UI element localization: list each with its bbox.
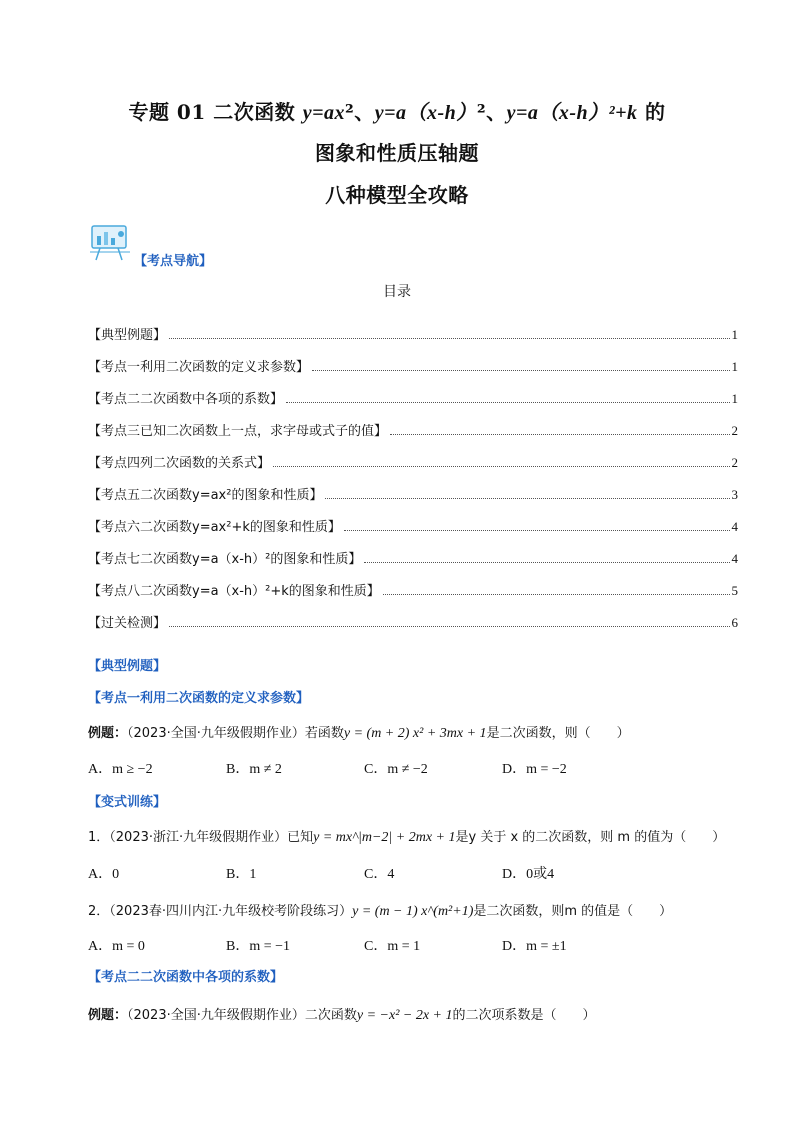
option-b[interactable]: B．1	[226, 867, 257, 882]
option-d[interactable]: D．m = ±1	[502, 939, 567, 954]
toc-item[interactable]: 【考点七二次函数y=a（x-h）²的图象和性质】 4	[88, 551, 738, 567]
title-formula-3: y=a（x-h）	[506, 102, 609, 124]
option-a[interactable]: A．m = 0	[88, 939, 145, 954]
option-b[interactable]: B．m ≠ 2	[226, 762, 282, 777]
question-2	[88, 900, 672, 920]
section-variant-training: 【变式训练】	[88, 795, 167, 810]
example-label: 例题：	[88, 726, 128, 741]
document-title-line3: 八种模型全攻略	[325, 183, 469, 207]
example-source: （2023·全国·九年级假期作业）二次函数	[127, 1008, 357, 1023]
example-source: （2023·全国·九年级假期作业）若函数	[127, 726, 344, 741]
option-a[interactable]: A．m ≥ −2	[88, 762, 153, 777]
option-d[interactable]: D．m = −2	[502, 762, 567, 777]
title-sep-1: ²、	[344, 100, 375, 124]
option-c[interactable]: C．4	[364, 867, 395, 882]
example-1	[88, 722, 630, 742]
option-b[interactable]: B．m = −1	[226, 939, 291, 954]
title-suffix: 的	[637, 100, 666, 124]
section-point-2: 【考点二二次函数中各项的系数】	[88, 970, 284, 985]
option-d[interactable]: D．0或4	[502, 867, 555, 882]
example-formula: y = −x² − 2x + 1	[356, 1008, 453, 1023]
example-2	[88, 1004, 596, 1024]
example-formula: y = (m + 2) x² + 3mx + 1	[343, 726, 487, 741]
toc-item[interactable]: 【过关检测】 6	[88, 615, 738, 631]
toc-item[interactable]: 【考点四列二次函数的关系式】 2	[88, 455, 738, 471]
example-tail: 是二次函数，则（ ）	[486, 726, 630, 741]
toc-item[interactable]: 【考点二二次函数中各项的系数】 1	[88, 391, 738, 407]
option-c[interactable]: C．m ≠ −2	[364, 762, 428, 777]
question-2-tail: 是二次函数，则m 的值是（ ）	[473, 904, 673, 919]
toc-item[interactable]: 【考点八二次函数y=a（x-h）²+k的图象和性质】 5	[88, 583, 738, 599]
title-formula-1: y=ax	[302, 102, 345, 124]
section-point-1: 【考点一利用二次函数的定义求参数】	[88, 691, 310, 706]
title-prefix: 专题 01 二次函数	[128, 100, 303, 124]
title-formula-2: y=a（x-h）	[374, 102, 477, 124]
toc-item[interactable]: 【考点六二次函数y=ax²+k的图象和性质】 4	[88, 519, 738, 535]
section-typical-examples: 【典型例题】	[88, 659, 167, 674]
document-title-line2: 图象和性质压轴题	[315, 141, 479, 165]
question-1-tail: 是y 关于 x 的二次函数，则 m 的值为（ ）	[455, 830, 726, 845]
question-1-prefix: 1．（2023·浙江·九年级假期作业）已知	[88, 830, 314, 845]
example-label: 例题：	[88, 1008, 128, 1023]
option-a[interactable]: A．0	[88, 867, 120, 882]
question-1	[88, 826, 725, 846]
toc-heading: 目录	[383, 284, 411, 300]
toc-item[interactable]: 【考点三已知二次函数上一点，求字母或式子的值】 2	[88, 423, 738, 439]
nav-label: 【考点导航】	[134, 254, 213, 269]
example-tail: 的二次项系数是（ ）	[452, 1008, 596, 1023]
option-c[interactable]: C．m = 1	[364, 939, 421, 954]
toc-item[interactable]: 【考点五二次函数y=ax²的图象和性质】 3	[88, 487, 738, 503]
document-title-line1	[0, 96, 794, 125]
title-sep-3: ²+k	[608, 102, 638, 124]
presentation-board-icon	[88, 222, 132, 262]
question-1-formula: y = mx^|m−2| + 2mx + 1	[313, 830, 456, 845]
toc-item[interactable]: 【典型例题】 1	[88, 327, 738, 343]
title-sep-2: ²、	[476, 100, 507, 124]
table-of-contents	[88, 311, 738, 631]
question-2-prefix: 2．（2023春·四川内江·九年级校考阶段练习）	[88, 904, 353, 919]
question-2-formula: y = (m − 1) x^(m²+1)	[352, 904, 474, 919]
toc-item[interactable]: 【考点一利用二次函数的定义求参数】 1	[88, 359, 738, 375]
